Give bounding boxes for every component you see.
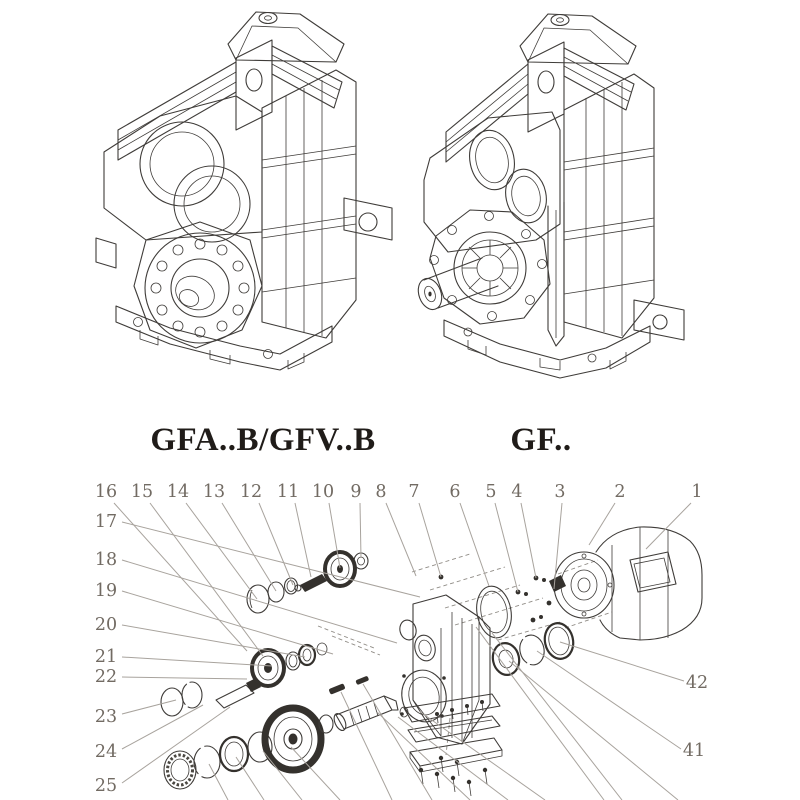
snap-ring: [517, 633, 547, 667]
oil-plug: [259, 13, 277, 24]
leader-line-14: [186, 503, 257, 599]
callout-number-41: 41: [682, 741, 706, 761]
gearbox-base: [444, 320, 650, 378]
output-shaft-parts: [164, 676, 408, 789]
gearbox-drawing-gfa-gfv: [96, 12, 392, 370]
leader-line-12: [259, 503, 293, 585]
strap-hole: [653, 315, 667, 329]
gearbox-drawing-gf: [414, 14, 684, 378]
leader-line-20: [122, 625, 305, 657]
intermediate-shaft-parts: [161, 643, 327, 716]
plate-hole: [538, 71, 554, 93]
motor-pinion: [549, 575, 566, 592]
hub-spokes: [462, 240, 518, 296]
callout-number-12: 12: [239, 482, 263, 502]
callout-number-1: 1: [691, 482, 703, 502]
seal-ring: [542, 620, 577, 661]
leader-line-2: [589, 503, 615, 545]
callout-number-2: 2: [614, 482, 626, 502]
leader-line-23: [122, 700, 176, 714]
shaft-keys: [328, 676, 369, 695]
callout-number-7: 7: [408, 482, 420, 502]
callout-number-21: 21: [94, 647, 118, 667]
callout-number-15: 15: [130, 482, 154, 502]
exploded-motor: [549, 527, 702, 640]
strap-hole: [359, 213, 377, 231]
callout-number-24: 24: [94, 742, 118, 762]
leader-line-17: [122, 522, 420, 597]
callout-number-19: 19: [94, 581, 118, 601]
snap-ring: [194, 746, 220, 778]
bore-lower: [501, 165, 551, 226]
callout-number-4: 4: [511, 482, 523, 502]
gearbox-top-cap: [228, 12, 344, 62]
callout-number-13: 13: [202, 482, 226, 502]
leader-line-4: [521, 503, 536, 578]
leader-line-1: [646, 503, 691, 549]
callout-number-23: 23: [94, 707, 118, 727]
flange-hole-ring: [151, 239, 249, 337]
leader-line-41: [537, 651, 681, 749]
callout-number-18: 18: [94, 550, 118, 570]
housing-prism: [564, 74, 654, 338]
callout-number-16: 16: [94, 482, 118, 502]
callout-number-14: 14: [166, 482, 190, 502]
side-tab: [96, 238, 116, 268]
assembly-axis-dashes: [318, 554, 612, 755]
output-shaft: [332, 696, 408, 732]
hollow-shaft-bore: [171, 259, 229, 317]
exploded-view: [95, 482, 708, 800]
housing-prism: [262, 70, 356, 338]
flange-lobe: [134, 222, 262, 348]
callout-number-22: 22: [94, 667, 118, 687]
callout-number-8: 8: [375, 482, 387, 502]
callout-number-11: 11: [276, 482, 300, 502]
leader-line-13: [222, 503, 276, 591]
exploded-housing: [397, 595, 500, 744]
leader-line-9: [360, 503, 361, 558]
motor-bolts: [439, 575, 552, 623]
flange-plate: [430, 210, 550, 324]
intermediate-shaft: [216, 685, 254, 708]
callout-number-17: 17: [94, 512, 118, 532]
callout-number-25: 25: [94, 776, 118, 796]
leader-line-22: [122, 677, 247, 679]
output-shaft: [414, 258, 498, 313]
output-flange: [145, 233, 255, 343]
rib-slope-left: [446, 64, 528, 162]
callout-number-42: 42: [685, 673, 709, 693]
right-figure-label: GF..: [510, 422, 572, 458]
input-pinion-shaft: [300, 574, 327, 592]
leader-line-42: [560, 642, 684, 681]
cutoff-leader-line: [509, 661, 678, 800]
mounting-strap: [344, 198, 392, 240]
callout-number-6: 6: [449, 482, 461, 502]
front-face: [424, 112, 560, 252]
leader-line-24: [122, 705, 203, 749]
plate-hole: [246, 69, 262, 91]
callout-number-9: 9: [350, 482, 362, 502]
rib-slope-right: [272, 46, 342, 108]
bore-upper: [464, 126, 520, 194]
leader-line-5: [495, 503, 518, 592]
front-face: [104, 96, 262, 240]
mounting-strap: [634, 300, 684, 340]
leader-line-21: [122, 657, 272, 666]
leader-line-6: [460, 503, 489, 586]
bore-lower: [174, 166, 250, 242]
center-plate: [236, 40, 272, 130]
leader-line-7: [419, 503, 441, 577]
callout-number-20: 20: [94, 615, 118, 635]
leader-line-25: [122, 707, 230, 783]
leader-line-19: [122, 591, 333, 654]
motor-terminal-box: [630, 552, 676, 592]
cutoff-leader-line: [419, 711, 545, 800]
cutoff-leader-line: [263, 751, 302, 800]
cutoff-leader-line: [236, 757, 264, 800]
cutoff-leader-line: [363, 684, 432, 800]
center-plate: [528, 42, 564, 132]
callout-number-5: 5: [485, 482, 497, 502]
bore-upper: [140, 122, 224, 206]
callout-number-3: 3: [554, 482, 566, 502]
oil-plug: [551, 15, 569, 26]
gearbox-top-cap: [520, 14, 636, 64]
left-figure-label: GFA..B/GFV..B: [150, 422, 376, 458]
callout-number-10: 10: [311, 482, 335, 502]
leader-line-8: [386, 503, 416, 576]
